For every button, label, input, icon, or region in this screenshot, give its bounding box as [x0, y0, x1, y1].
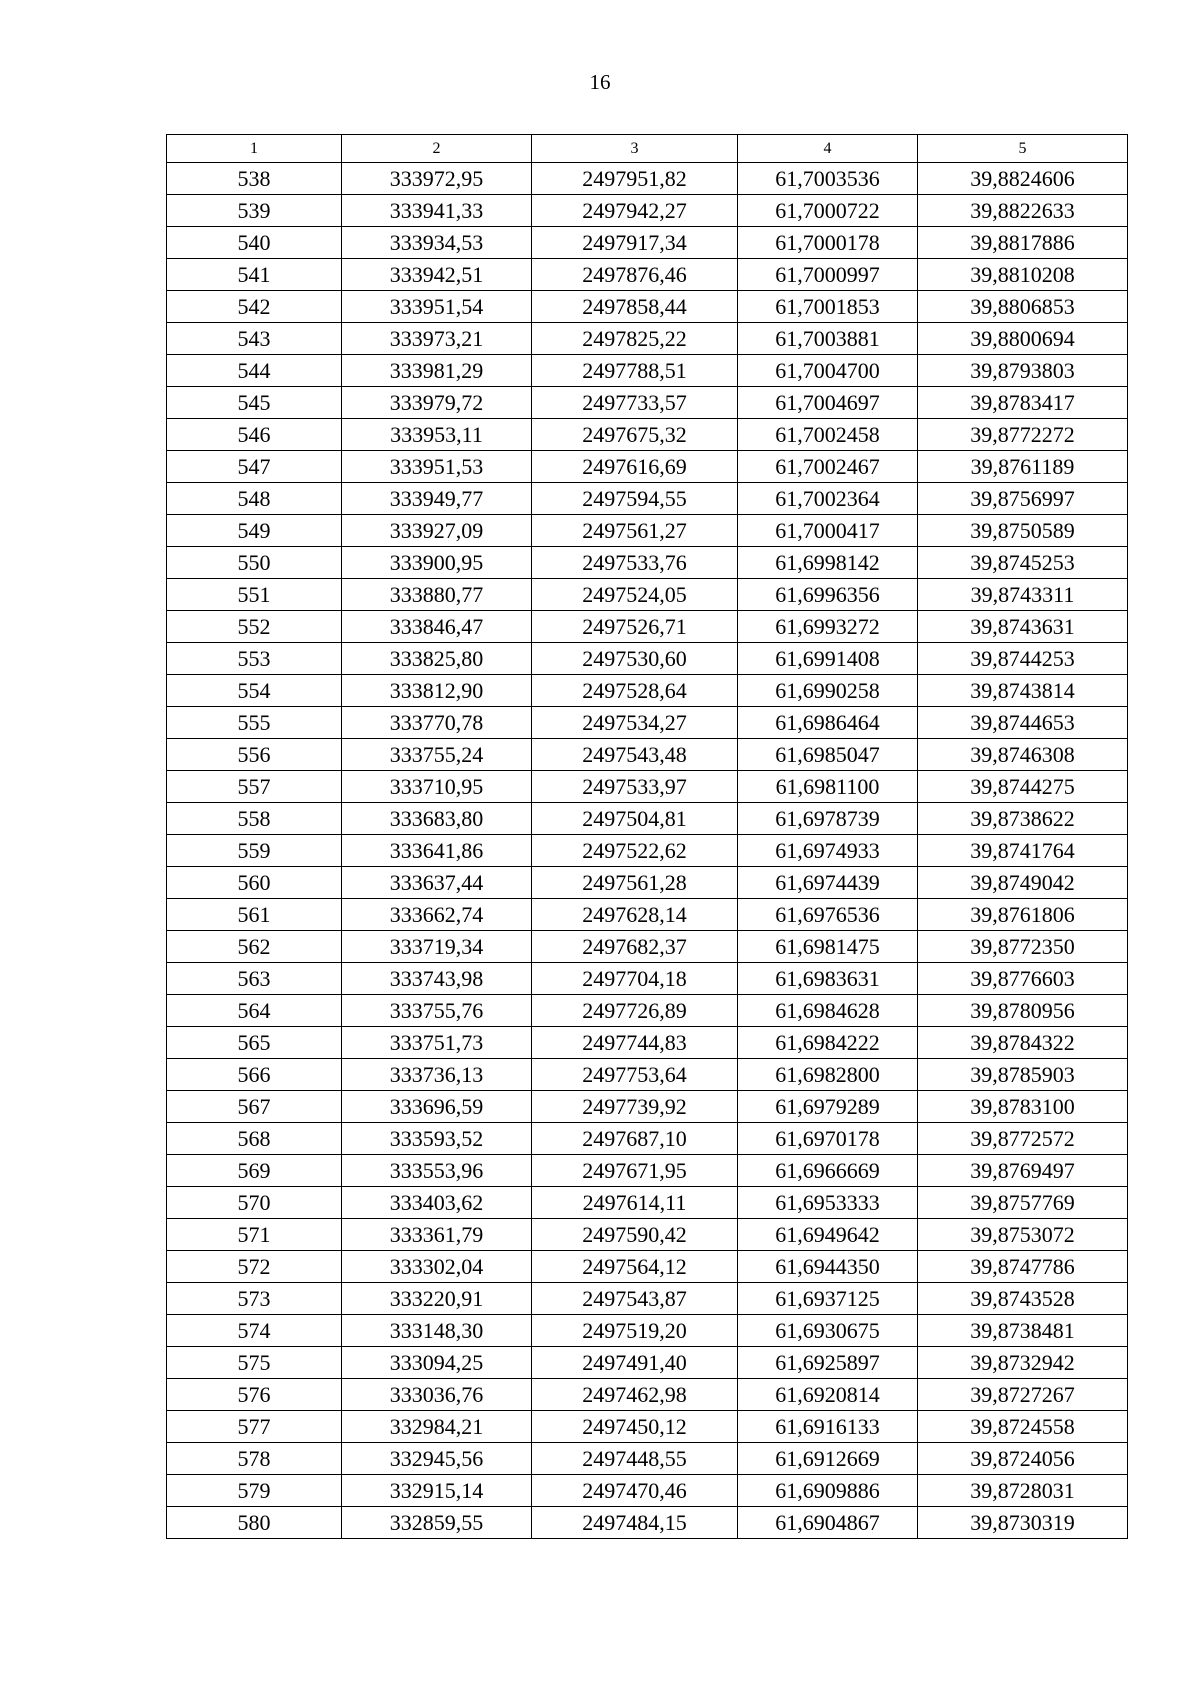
point-number-cell: 538 — [167, 163, 342, 195]
longitude-cell: 39,8743311 — [918, 579, 1128, 611]
latitude-cell: 61,6979289 — [738, 1091, 918, 1123]
page-number: 16 — [589, 70, 611, 94]
y-coordinate-cell: 2497616,69 — [532, 451, 738, 483]
point-number-cell: 540 — [167, 227, 342, 259]
point-number-cell: 554 — [167, 675, 342, 707]
table-row — [167, 1283, 1128, 1315]
point-number-cell: 559 — [167, 835, 342, 867]
latitude-cell: 61,6991408 — [738, 643, 918, 675]
latitude-cell: 61,6993272 — [738, 611, 918, 643]
coordinates-table — [166, 134, 1128, 1539]
x-coordinate-cell: 333553,96 — [342, 1155, 532, 1187]
y-coordinate-cell: 2497462,98 — [532, 1379, 738, 1411]
table-row — [167, 259, 1128, 291]
table-row — [167, 483, 1128, 515]
table-row — [167, 291, 1128, 323]
latitude-cell: 61,7000417 — [738, 515, 918, 547]
longitude-cell: 39,8746308 — [918, 739, 1128, 771]
point-number-cell: 552 — [167, 611, 342, 643]
y-coordinate-cell: 2497561,27 — [532, 515, 738, 547]
table-row — [167, 163, 1128, 195]
point-number-cell: 557 — [167, 771, 342, 803]
x-coordinate-cell: 333934,53 — [342, 227, 532, 259]
longitude-cell: 39,8724056 — [918, 1443, 1128, 1475]
y-coordinate-cell: 2497682,37 — [532, 931, 738, 963]
column-header: 3 — [532, 135, 738, 163]
latitude-cell: 61,6978739 — [738, 803, 918, 835]
x-coordinate-cell: 333361,79 — [342, 1219, 532, 1251]
latitude-cell: 61,7003536 — [738, 163, 918, 195]
x-coordinate-cell: 333743,98 — [342, 963, 532, 995]
latitude-cell: 61,6982800 — [738, 1059, 918, 1091]
x-coordinate-cell: 333094,25 — [342, 1347, 532, 1379]
x-coordinate-cell: 333846,47 — [342, 611, 532, 643]
point-number-cell: 577 — [167, 1411, 342, 1443]
point-number-cell: 573 — [167, 1283, 342, 1315]
latitude-cell: 61,6966669 — [738, 1155, 918, 1187]
y-coordinate-cell: 2497614,11 — [532, 1187, 738, 1219]
x-coordinate-cell: 332859,55 — [342, 1507, 532, 1539]
longitude-cell: 39,8738481 — [918, 1315, 1128, 1347]
point-number-cell: 568 — [167, 1123, 342, 1155]
longitude-cell: 39,8741764 — [918, 835, 1128, 867]
y-coordinate-cell: 2497594,55 — [532, 483, 738, 515]
x-coordinate-cell: 333770,78 — [342, 707, 532, 739]
point-number-cell: 543 — [167, 323, 342, 355]
point-number-cell: 545 — [167, 387, 342, 419]
point-number-cell: 555 — [167, 707, 342, 739]
point-number-cell: 542 — [167, 291, 342, 323]
y-coordinate-cell: 2497628,14 — [532, 899, 738, 931]
y-coordinate-cell: 2497917,34 — [532, 227, 738, 259]
x-coordinate-cell: 333755,24 — [342, 739, 532, 771]
table-row — [167, 1443, 1128, 1475]
point-number-cell: 546 — [167, 419, 342, 451]
y-coordinate-cell: 2497470,46 — [532, 1475, 738, 1507]
latitude-cell: 61,6981100 — [738, 771, 918, 803]
table-row — [167, 387, 1128, 419]
point-number-cell: 578 — [167, 1443, 342, 1475]
x-coordinate-cell: 333880,77 — [342, 579, 532, 611]
table-body — [167, 163, 1128, 1539]
y-coordinate-cell: 2497788,51 — [532, 355, 738, 387]
table-row — [167, 1507, 1128, 1539]
table-row — [167, 1475, 1128, 1507]
table-row — [167, 1219, 1128, 1251]
longitude-cell: 39,8728031 — [918, 1475, 1128, 1507]
longitude-cell: 39,8776603 — [918, 963, 1128, 995]
y-coordinate-cell: 2497687,10 — [532, 1123, 738, 1155]
latitude-cell: 61,6986464 — [738, 707, 918, 739]
latitude-cell: 61,7002467 — [738, 451, 918, 483]
table-row — [167, 643, 1128, 675]
latitude-cell: 61,6909886 — [738, 1475, 918, 1507]
point-number-cell: 556 — [167, 739, 342, 771]
table-row — [167, 899, 1128, 931]
point-number-cell: 562 — [167, 931, 342, 963]
table-row — [167, 1411, 1128, 1443]
latitude-cell: 61,6920814 — [738, 1379, 918, 1411]
table-row — [167, 963, 1128, 995]
table-row — [167, 1027, 1128, 1059]
longitude-cell: 39,8749042 — [918, 867, 1128, 899]
x-coordinate-cell: 332945,56 — [342, 1443, 532, 1475]
x-coordinate-cell: 333951,54 — [342, 291, 532, 323]
point-number-cell: 566 — [167, 1059, 342, 1091]
table-row — [167, 195, 1128, 227]
column-header: 2 — [342, 135, 532, 163]
longitude-cell: 39,8753072 — [918, 1219, 1128, 1251]
y-coordinate-cell: 2497744,83 — [532, 1027, 738, 1059]
longitude-cell: 39,8810208 — [918, 259, 1128, 291]
point-number-cell: 558 — [167, 803, 342, 835]
latitude-cell: 61,6990258 — [738, 675, 918, 707]
longitude-cell: 39,8738622 — [918, 803, 1128, 835]
latitude-cell: 61,6974439 — [738, 867, 918, 899]
x-coordinate-cell: 333751,73 — [342, 1027, 532, 1059]
longitude-cell: 39,8822633 — [918, 195, 1128, 227]
longitude-cell: 39,8757769 — [918, 1187, 1128, 1219]
longitude-cell: 39,8769497 — [918, 1155, 1128, 1187]
x-coordinate-cell: 333403,62 — [342, 1187, 532, 1219]
y-coordinate-cell: 2497533,76 — [532, 547, 738, 579]
y-coordinate-cell: 2497671,95 — [532, 1155, 738, 1187]
x-coordinate-cell: 333719,34 — [342, 931, 532, 963]
point-number-cell: 569 — [167, 1155, 342, 1187]
x-coordinate-cell: 333825,80 — [342, 643, 532, 675]
longitude-cell: 39,8744275 — [918, 771, 1128, 803]
x-coordinate-cell: 333710,95 — [342, 771, 532, 803]
point-number-cell: 565 — [167, 1027, 342, 1059]
x-coordinate-cell: 333641,86 — [342, 835, 532, 867]
y-coordinate-cell: 2497733,57 — [532, 387, 738, 419]
x-coordinate-cell: 333593,52 — [342, 1123, 532, 1155]
latitude-cell: 61,7004700 — [738, 355, 918, 387]
latitude-cell: 61,7002458 — [738, 419, 918, 451]
table-row — [167, 611, 1128, 643]
point-number-cell: 550 — [167, 547, 342, 579]
longitude-cell: 39,8744653 — [918, 707, 1128, 739]
column-header: 1 — [167, 135, 342, 163]
point-number-cell: 539 — [167, 195, 342, 227]
point-number-cell: 544 — [167, 355, 342, 387]
x-coordinate-cell: 333812,90 — [342, 675, 532, 707]
latitude-cell: 61,6984628 — [738, 995, 918, 1027]
point-number-cell: 564 — [167, 995, 342, 1027]
longitude-cell: 39,8743814 — [918, 675, 1128, 707]
point-number-cell: 547 — [167, 451, 342, 483]
point-number-cell: 580 — [167, 1507, 342, 1539]
point-number-cell: 541 — [167, 259, 342, 291]
x-coordinate-cell: 333755,76 — [342, 995, 532, 1027]
x-coordinate-cell: 333979,72 — [342, 387, 532, 419]
latitude-cell: 61,6981475 — [738, 931, 918, 963]
table-row — [167, 803, 1128, 835]
point-number-cell: 551 — [167, 579, 342, 611]
y-coordinate-cell: 2497564,12 — [532, 1251, 738, 1283]
point-number-cell: 549 — [167, 515, 342, 547]
table-row — [167, 931, 1128, 963]
table-row — [167, 867, 1128, 899]
x-coordinate-cell: 333951,53 — [342, 451, 532, 483]
longitude-cell: 39,8783100 — [918, 1091, 1128, 1123]
y-coordinate-cell: 2497534,27 — [532, 707, 738, 739]
longitude-cell: 39,8743528 — [918, 1283, 1128, 1315]
x-coordinate-cell: 333953,11 — [342, 419, 532, 451]
latitude-cell: 61,6976536 — [738, 899, 918, 931]
latitude-cell: 61,6912669 — [738, 1443, 918, 1475]
x-coordinate-cell: 332984,21 — [342, 1411, 532, 1443]
x-coordinate-cell: 333683,80 — [342, 803, 532, 835]
y-coordinate-cell: 2497543,48 — [532, 739, 738, 771]
table-row — [167, 323, 1128, 355]
point-number-cell: 570 — [167, 1187, 342, 1219]
y-coordinate-cell: 2497526,71 — [532, 611, 738, 643]
x-coordinate-cell: 333973,21 — [342, 323, 532, 355]
table-row — [167, 355, 1128, 387]
y-coordinate-cell: 2497561,28 — [532, 867, 738, 899]
latitude-cell: 61,7000178 — [738, 227, 918, 259]
latitude-cell: 61,6998142 — [738, 547, 918, 579]
x-coordinate-cell: 333637,44 — [342, 867, 532, 899]
latitude-cell: 61,6983631 — [738, 963, 918, 995]
latitude-cell: 61,6996356 — [738, 579, 918, 611]
y-coordinate-cell: 2497590,42 — [532, 1219, 738, 1251]
latitude-cell: 61,7002364 — [738, 483, 918, 515]
table-row — [167, 1379, 1128, 1411]
point-number-cell: 563 — [167, 963, 342, 995]
table-row — [167, 1155, 1128, 1187]
longitude-cell: 39,8800694 — [918, 323, 1128, 355]
longitude-cell: 39,8783417 — [918, 387, 1128, 419]
x-coordinate-cell: 333036,76 — [342, 1379, 532, 1411]
y-coordinate-cell: 2497533,97 — [532, 771, 738, 803]
y-coordinate-cell: 2497675,32 — [532, 419, 738, 451]
longitude-cell: 39,8724558 — [918, 1411, 1128, 1443]
y-coordinate-cell: 2497704,18 — [532, 963, 738, 995]
y-coordinate-cell: 2497448,55 — [532, 1443, 738, 1475]
x-coordinate-cell: 333941,33 — [342, 195, 532, 227]
latitude-cell: 61,6930675 — [738, 1315, 918, 1347]
latitude-cell: 61,7001853 — [738, 291, 918, 323]
longitude-cell: 39,8732942 — [918, 1347, 1128, 1379]
x-coordinate-cell: 333736,13 — [342, 1059, 532, 1091]
x-coordinate-cell: 333972,95 — [342, 163, 532, 195]
longitude-cell: 39,8772272 — [918, 419, 1128, 451]
longitude-cell: 39,8824606 — [918, 163, 1128, 195]
y-coordinate-cell: 2497519,20 — [532, 1315, 738, 1347]
latitude-cell: 61,6974933 — [738, 835, 918, 867]
longitude-cell: 39,8772350 — [918, 931, 1128, 963]
point-number-cell: 567 — [167, 1091, 342, 1123]
latitude-cell: 61,6944350 — [738, 1251, 918, 1283]
longitude-cell: 39,8772572 — [918, 1123, 1128, 1155]
point-number-cell: 579 — [167, 1475, 342, 1507]
table-row — [167, 1091, 1128, 1123]
point-number-cell: 572 — [167, 1251, 342, 1283]
longitude-cell: 39,8761806 — [918, 899, 1128, 931]
x-coordinate-cell: 333942,51 — [342, 259, 532, 291]
latitude-cell: 61,7000722 — [738, 195, 918, 227]
x-coordinate-cell: 333949,77 — [342, 483, 532, 515]
y-coordinate-cell: 2497876,46 — [532, 259, 738, 291]
longitude-cell: 39,8743631 — [918, 611, 1128, 643]
latitude-cell: 61,6970178 — [738, 1123, 918, 1155]
point-number-cell: 561 — [167, 899, 342, 931]
column-header: 5 — [918, 135, 1128, 163]
longitude-cell: 39,8817886 — [918, 227, 1128, 259]
table-header-row — [167, 135, 1128, 163]
table-row — [167, 995, 1128, 1027]
x-coordinate-cell: 333981,29 — [342, 355, 532, 387]
longitude-cell: 39,8745253 — [918, 547, 1128, 579]
latitude-cell: 61,6985047 — [738, 739, 918, 771]
longitude-cell: 39,8784322 — [918, 1027, 1128, 1059]
longitude-cell: 39,8793803 — [918, 355, 1128, 387]
longitude-cell: 39,8806853 — [918, 291, 1128, 323]
point-number-cell: 560 — [167, 867, 342, 899]
latitude-cell: 61,6925897 — [738, 1347, 918, 1379]
table-row — [167, 1347, 1128, 1379]
y-coordinate-cell: 2497753,64 — [532, 1059, 738, 1091]
table-row — [167, 1251, 1128, 1283]
y-coordinate-cell: 2497825,22 — [532, 323, 738, 355]
table-row — [167, 419, 1128, 451]
longitude-cell: 39,8744253 — [918, 643, 1128, 675]
table-row — [167, 1187, 1128, 1219]
y-coordinate-cell: 2497522,62 — [532, 835, 738, 867]
y-coordinate-cell: 2497858,44 — [532, 291, 738, 323]
y-coordinate-cell: 2497530,60 — [532, 643, 738, 675]
table-row — [167, 1059, 1128, 1091]
longitude-cell: 39,8780956 — [918, 995, 1128, 1027]
point-number-cell: 574 — [167, 1315, 342, 1347]
longitude-cell: 39,8750589 — [918, 515, 1128, 547]
point-number-cell: 571 — [167, 1219, 342, 1251]
latitude-cell: 61,6949642 — [738, 1219, 918, 1251]
y-coordinate-cell: 2497739,92 — [532, 1091, 738, 1123]
table-row — [167, 1123, 1128, 1155]
y-coordinate-cell: 2497491,40 — [532, 1347, 738, 1379]
y-coordinate-cell: 2497543,87 — [532, 1283, 738, 1315]
y-coordinate-cell: 2497484,15 — [532, 1507, 738, 1539]
y-coordinate-cell: 2497528,64 — [532, 675, 738, 707]
latitude-cell: 61,6916133 — [738, 1411, 918, 1443]
table-row — [167, 1315, 1128, 1347]
latitude-cell: 61,6904867 — [738, 1507, 918, 1539]
table-row — [167, 835, 1128, 867]
latitude-cell: 61,6937125 — [738, 1283, 918, 1315]
longitude-cell: 39,8730319 — [918, 1507, 1128, 1539]
latitude-cell: 61,6984222 — [738, 1027, 918, 1059]
table-row — [167, 515, 1128, 547]
latitude-cell: 61,7003881 — [738, 323, 918, 355]
latitude-cell: 61,6953333 — [738, 1187, 918, 1219]
x-coordinate-cell: 333148,30 — [342, 1315, 532, 1347]
y-coordinate-cell: 2497450,12 — [532, 1411, 738, 1443]
x-coordinate-cell: 333900,95 — [342, 547, 532, 579]
y-coordinate-cell: 2497951,82 — [532, 163, 738, 195]
longitude-cell: 39,8761189 — [918, 451, 1128, 483]
longitude-cell: 39,8747786 — [918, 1251, 1128, 1283]
table-row — [167, 739, 1128, 771]
table-row — [167, 451, 1128, 483]
latitude-cell: 61,7000997 — [738, 259, 918, 291]
point-number-cell: 553 — [167, 643, 342, 675]
table-row — [167, 675, 1128, 707]
table-row — [167, 771, 1128, 803]
longitude-cell: 39,8785903 — [918, 1059, 1128, 1091]
longitude-cell: 39,8727267 — [918, 1379, 1128, 1411]
x-coordinate-cell: 333927,09 — [342, 515, 532, 547]
table-row — [167, 547, 1128, 579]
table-row — [167, 579, 1128, 611]
longitude-cell: 39,8756997 — [918, 483, 1128, 515]
column-header: 4 — [738, 135, 918, 163]
y-coordinate-cell: 2497504,81 — [532, 803, 738, 835]
x-coordinate-cell: 332915,14 — [342, 1475, 532, 1507]
point-number-cell: 548 — [167, 483, 342, 515]
x-coordinate-cell: 333302,04 — [342, 1251, 532, 1283]
x-coordinate-cell: 333696,59 — [342, 1091, 532, 1123]
latitude-cell: 61,7004697 — [738, 387, 918, 419]
point-number-cell: 575 — [167, 1347, 342, 1379]
point-number-cell: 576 — [167, 1379, 342, 1411]
y-coordinate-cell: 2497942,27 — [532, 195, 738, 227]
table-row — [167, 707, 1128, 739]
table-row — [167, 227, 1128, 259]
x-coordinate-cell: 333662,74 — [342, 899, 532, 931]
y-coordinate-cell: 2497524,05 — [532, 579, 738, 611]
x-coordinate-cell: 333220,91 — [342, 1283, 532, 1315]
y-coordinate-cell: 2497726,89 — [532, 995, 738, 1027]
